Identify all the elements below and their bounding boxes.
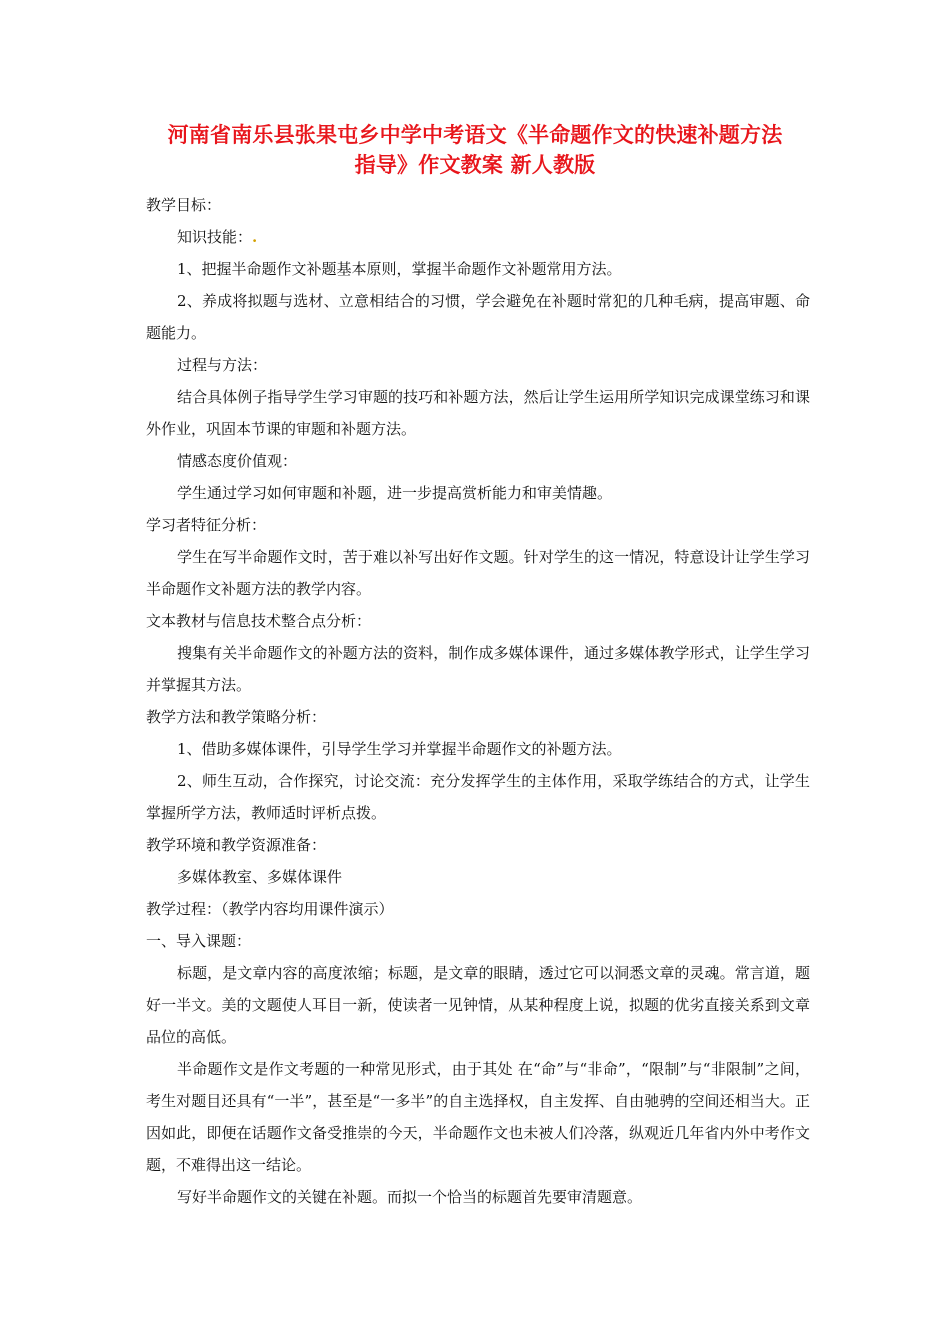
body-paragraph: 结合具体例子指导学生学习审题的技巧和补题方法，然后让学生运用所学知识完成课堂练习和课外作业，巩固本节课的审题和补题方法。 [146,388,810,438]
section-heading: 文本教材与信息技术整合点分析： [146,612,372,630]
mark-dot: . [252,228,258,246]
body-paragraph: 标题，是文章内容的高度浓缩；标题，是文章的眼睛，透过它可以洞悉文章的灵魂。常言道，题好一半文。美的文题使人耳目一新，使读者一见钟情，从某种程度上说，拟题的优劣直接关系到文章品位的高低。 [146,964,810,1046]
body-paragraph: 半命题作文是作文考题的一种常见形式，由于其处 在“命”与“非命”，“限制”与“非限制”之间，考生对题目还具有“一半”，甚至是“一多半”的自主选择权，自主发挥、自由驰骋的空间还相当大。正因如此，即便在话题作文备受推崇的今天，半命题作文也未被人们冷落，纵观近几年省内外中考作文题，不难得出这一结论。 [146,1060,810,1174]
body-paragraph: 学生在写半命题作文时，苦于难以补写出好作文题。针对学生的这一情况，特意设计让学生学习半命题作文补题方法的教学内容。 [146,548,810,598]
body-paragraph: 多媒体教室、多媒体课件 [177,868,343,886]
section-heading: 教学过程：（教学内容均用课件演示） [146,900,394,918]
title-line-1: 河南省南乐县张果屯乡中学中考语文《半命题作文的快速补题方法 [167,123,783,147]
body-paragraph: 2、养成将拟题与选材、立意相结合的习惯，学会避免在补题时常犯的几种毛病，提高审题、命题能力。 [146,292,810,342]
subheading: 过程与方法： [177,356,268,374]
section-heading: 教学环境和教学资源准备： [146,836,327,854]
section-heading: 教学目标： [146,196,222,214]
body-paragraph: 1、借助多媒体课件，引导学生学习并掌握半命题作文的补题方法。 [177,740,622,758]
subheading: 情感态度价值观： [177,452,298,470]
body-paragraph: 1、把握半命题作文补题基本原则，掌握半命题作文补题常用方法。 [177,260,622,278]
body-paragraph: 搜集有关半命题作文的补题方法的资料，制作成多媒体课件，通过多媒体教学形式，让学生学习并掌握其方法。 [146,644,810,694]
subheading-text: 知识技能： [177,228,253,246]
body-paragraph: 学生通过学习如何审题和补题，进一步提高赏析能力和审美情趣。 [177,484,613,502]
document-title [140,120,810,180]
subheading-knowledge [146,221,810,253]
section-heading: 学习者特征分析： [146,516,267,534]
section-heading: 教学方法和教学策略分析： [146,708,327,726]
document-body [146,189,810,1213]
body-paragraph: 2、师生互动，合作探究，讨论交流：充分发挥学生的主体作用，采取学练结合的方式，让学生掌握所学方法，教师适时评析点拨。 [146,772,810,822]
title-line-2: 指导》作文教案 新人教版 [354,153,596,177]
section-heading: 一、导入课题： [146,932,252,950]
body-paragraph: 写好半命题作文的关键在补题。而拟一个恰当的标题首先要审清题意。 [177,1188,643,1206]
